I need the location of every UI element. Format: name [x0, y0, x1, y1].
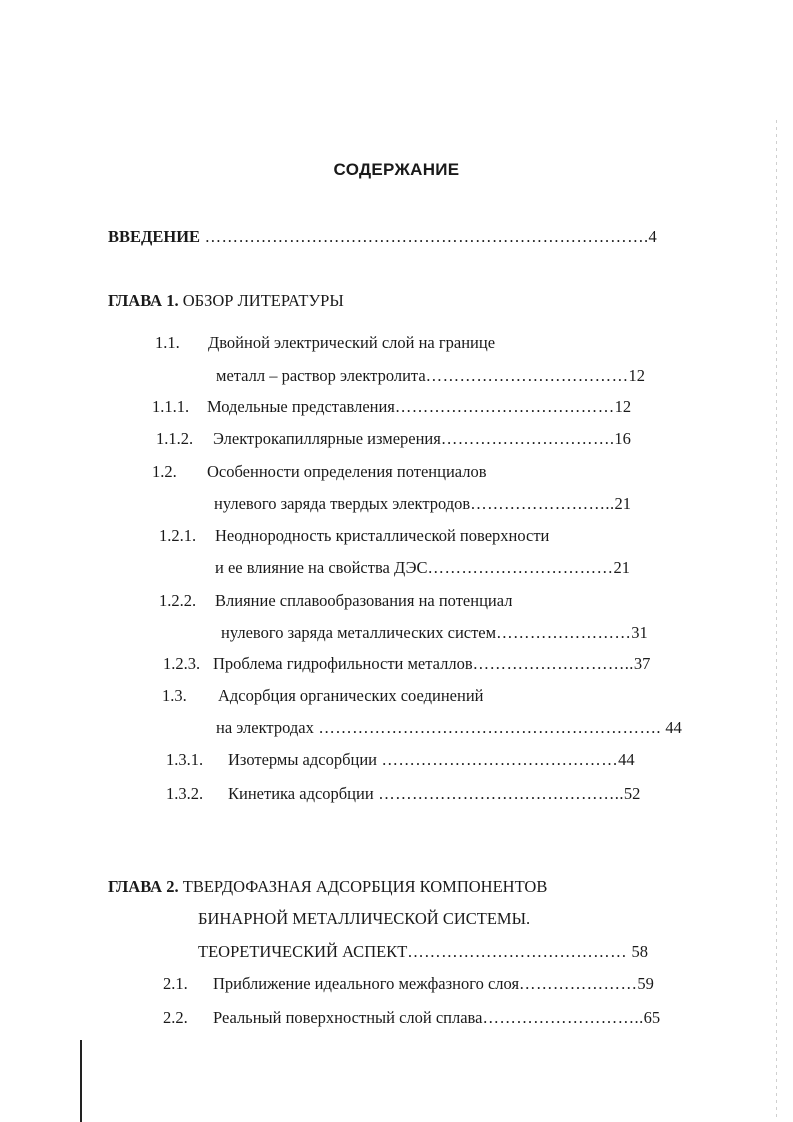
toc-chapter-2-line-2: [198, 909, 530, 929]
toc-entry[interactable]: [162, 686, 483, 706]
toc-leader: …………………: [519, 974, 638, 993]
chapter-title: БИНАРНОЙ МЕТАЛЛИЧЕСКОЙ СИСТЕМЫ.: [198, 909, 531, 928]
toc-text: на электродах: [216, 718, 314, 737]
toc-entry[interactable]: [152, 462, 487, 482]
toc-leader: ……………………..: [470, 494, 615, 513]
toc-label: ВВЕДЕНИЕ: [108, 227, 201, 246]
page-title: СОДЕРЖАНИЕ: [333, 160, 460, 179]
toc-number: 1.3.1.: [166, 750, 204, 769]
toc-text: Проблема гидрофильности металлов: [213, 654, 473, 673]
toc-entry[interactable]: [152, 397, 631, 417]
toc-text: Приближение идеального межфазного слоя: [213, 974, 520, 993]
toc-page: 16: [614, 429, 631, 448]
toc-entry[interactable]: [215, 558, 630, 578]
toc-text: Двойной электрический слой на границе: [208, 333, 496, 352]
toc-entry[interactable]: [159, 591, 512, 611]
toc-leader: …………………………………………………….: [313, 718, 666, 737]
toc-page: 52: [623, 784, 641, 803]
toc-chapter-1[interactable]: [108, 291, 344, 311]
toc-text: металл – раствор электролита: [216, 366, 426, 385]
toc-leader: ……………………………: [427, 558, 614, 577]
chapter-label: ГЛАВА 1.: [108, 291, 179, 310]
toc-number: 1.2.2.: [159, 591, 197, 610]
toc-leader: …………………………………………………………………….: [200, 227, 649, 246]
toc-page: 12: [628, 366, 645, 385]
toc-text: Влияние сплавообразования на потенциал: [215, 591, 513, 610]
toc-leader: ………………………..: [482, 1008, 644, 1027]
toc-leader: ………………………….: [440, 429, 615, 448]
toc-leader: …………………………………: [407, 942, 632, 961]
toc-number: 2.2.: [163, 1008, 188, 1027]
toc-leader: …………………………………: [394, 397, 615, 416]
chapter-title: ОБЗОР ЛИТЕРАТУРЫ: [178, 291, 344, 310]
toc-page: 44: [665, 718, 682, 737]
toc-number: 2.1.: [163, 974, 188, 993]
toc-leader: ……………………………………..: [373, 784, 624, 803]
toc-entry[interactable]: [163, 654, 650, 674]
toc-text: Изотермы адсорбции: [228, 750, 377, 769]
toc-page: 58: [631, 942, 649, 961]
toc-text: Неоднородность кристаллической поверхности: [215, 526, 550, 545]
chapter-title: ТЕОРЕТИЧЕСКИЙ АСПЕКТ: [198, 942, 408, 961]
toc-entry-intro[interactable]: [108, 227, 657, 247]
toc-entry[interactable]: [163, 1008, 660, 1028]
toc-text: Особенности определения потенциалов: [207, 462, 487, 481]
toc-entry[interactable]: [221, 623, 648, 643]
chapter-label: ГЛАВА 2.: [108, 877, 179, 896]
toc-number: 1.1.1.: [152, 397, 190, 416]
scan-edge-shadow: [776, 120, 777, 1120]
toc-entry[interactable]: [156, 429, 631, 449]
toc-chapter-2[interactable]: [108, 877, 547, 897]
toc-page: 37: [633, 654, 651, 673]
toc-page: 44: [618, 750, 635, 769]
toc-text: Реальный поверхностный слой сплава: [213, 1008, 483, 1027]
toc-page: 31: [631, 623, 648, 642]
toc-leader: ……………………………………: [376, 750, 619, 769]
toc-number: 1.3.: [162, 686, 187, 705]
toc-entry[interactable]: [159, 526, 549, 546]
toc-number: 1.2.: [152, 462, 177, 481]
scan-edge-mark: [80, 1040, 82, 1122]
toc-text: нулевого заряда твердых электродов: [214, 494, 471, 513]
toc-chapter-2-line-3[interactable]: [198, 942, 648, 962]
toc-number: 1.2.1.: [159, 526, 197, 545]
toc-page: 12: [614, 397, 632, 416]
toc-text: Адсорбция органических соединений: [218, 686, 484, 705]
toc-text: Кинетика адсорбции: [228, 784, 374, 803]
toc-text: и ее влияние на свойства ДЭС: [215, 558, 428, 577]
toc-text: нулевого заряда металлических систем: [221, 623, 497, 642]
toc-leader: ………………………………: [425, 366, 629, 385]
toc-number: 1.1.2.: [156, 429, 194, 448]
toc-leader: ……………………: [496, 623, 632, 642]
toc-entry[interactable]: [216, 366, 645, 386]
toc-entry[interactable]: [166, 750, 635, 770]
toc-page: 21: [613, 558, 630, 577]
toc-entry[interactable]: [214, 494, 631, 514]
toc-number: 1.3.2.: [166, 784, 204, 803]
toc-page: 21: [614, 494, 631, 513]
toc-page: 65: [643, 1008, 661, 1027]
chapter-title: ТВЕРДОФАЗНАЯ АДСОРБЦИЯ КОМПОНЕНТОВ: [178, 877, 548, 896]
toc-number: 1.1.: [155, 333, 180, 352]
toc-page: 4: [648, 227, 657, 246]
toc-number: 1.2.3.: [163, 654, 201, 673]
toc-entry[interactable]: [155, 333, 495, 353]
toc-entry[interactable]: [216, 718, 682, 738]
toc-entry[interactable]: [163, 974, 654, 994]
toc-text: Модельные представления: [207, 397, 395, 416]
toc-page: 59: [637, 974, 654, 993]
toc-text: Электрокапиллярные измерения: [213, 429, 441, 448]
toc-leader: ………………………..: [472, 654, 634, 673]
toc-entry[interactable]: [166, 784, 640, 804]
